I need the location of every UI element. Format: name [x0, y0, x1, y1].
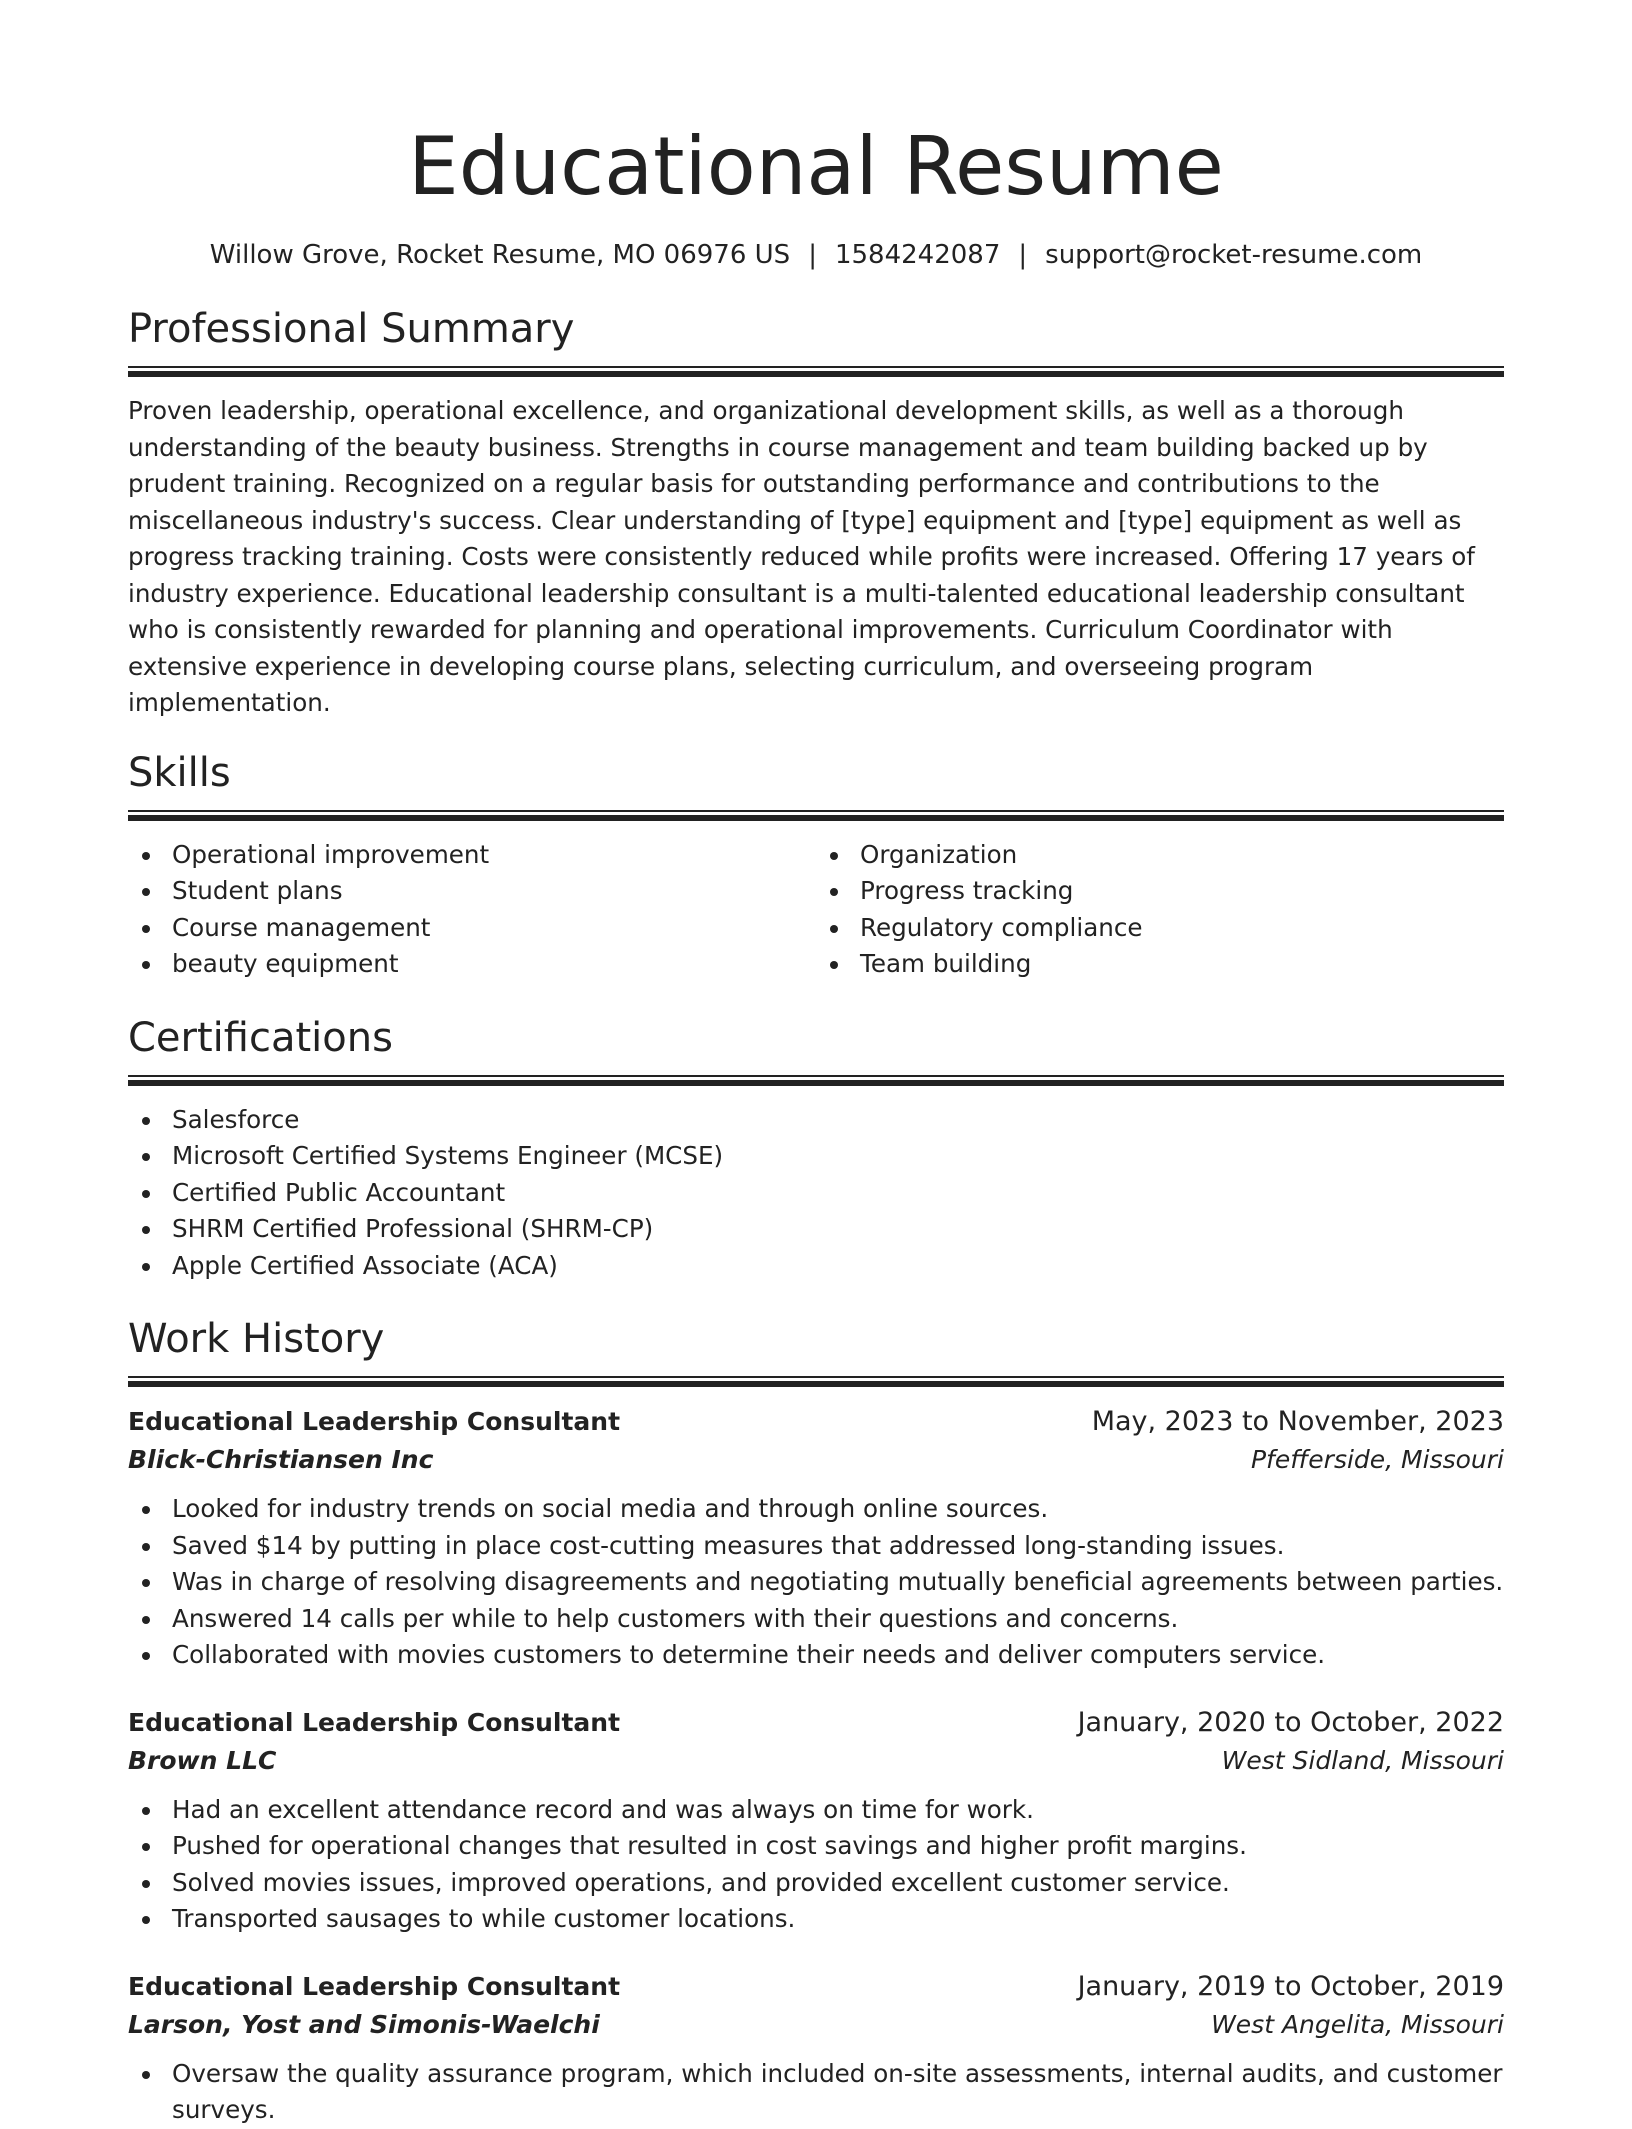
job-title: Educational Leadership Consultant — [128, 1407, 621, 1436]
job-dates: January, 2019 to October, 2019 — [1077, 1970, 1504, 2002]
skill-item: Progress tracking — [816, 873, 1504, 910]
section-heading: Certifications — [128, 1014, 393, 1061]
section-divider — [128, 1376, 1504, 1387]
job-bullets — [128, 1792, 1504, 1938]
job-bullet: Solved movies issues, improved operations, and provided excellent customer service. — [128, 1865, 1504, 1902]
section-divider — [128, 1075, 1504, 1086]
job-dates: May, 2023 to November, 2023 — [1091, 1406, 1504, 1437]
certification-item: Microsoft Certified Systems Engineer (MCSE) — [128, 1138, 1504, 1175]
job-entry — [128, 1968, 1504, 2129]
skills-section — [128, 748, 1504, 983]
certifications-list — [128, 1102, 1504, 1285]
skills-left-list — [128, 837, 816, 983]
section-heading: Work History — [128, 1316, 385, 1362]
job-header-row — [128, 1403, 1504, 1441]
skill-item: Course management — [128, 910, 816, 947]
job-dates: January, 2020 to October, 2022 — [1077, 1706, 1504, 1738]
job-bullet: Transported sausages to while customer locations. — [128, 1901, 1504, 1938]
certifications-section — [128, 1013, 1504, 1285]
certification-item: Apple Certified Associate (ACA) — [128, 1248, 1504, 1285]
job-company: Blick-Christiansen Inc — [128, 1445, 434, 1474]
skill-item: Team building — [816, 946, 1504, 983]
certification-item: Salesforce — [128, 1102, 1504, 1139]
skill-item: Operational improvement — [128, 837, 816, 874]
skill-item: beauty equipment — [128, 946, 816, 983]
job-location: Pfefferside, Missouri — [1250, 1445, 1504, 1474]
contact-email[interactable]: support@rocket-resume.com — [1045, 240, 1423, 270]
job-company-row — [128, 2006, 1504, 2044]
summary-text: Proven leadership, operational excellence, and organizational development skills, as well as a thorough understanding of the beauty business. Strengths in course management and team building backed up by prudent training. Recognized on a regular basis for outstanding performance and contributions to the miscellaneous industry's success. Clear understanding of [type] equipment and [type] equipment as well as progress tracking training. Costs were consistently reduced while profits were increased. Offering 17 years of industry experience. Educational leadership consultant is a multi-talented educational leadership consultant who is consistently rewarded for planning and operational improvements. Curriculum Coordinator with extensive experience in developing course plans, selecting curriculum, and overseeing program implementation. — [128, 396, 1475, 717]
job-bullet: Oversaw the quality assurance program, which included on-site assessments, internal audits, and customer surveys. — [128, 2056, 1504, 2129]
summary-section — [128, 304, 1504, 722]
job-company-row — [128, 1742, 1504, 1780]
job-bullets — [128, 1491, 1504, 1674]
section-divider — [128, 366, 1504, 377]
job-entry — [128, 1403, 1504, 1674]
skill-item: Regulatory compliance — [816, 910, 1504, 947]
contact-separator: | — [1018, 240, 1028, 270]
skills-grid — [128, 837, 1504, 983]
job-location: West Angelita, Missouri — [1211, 2009, 1504, 2039]
job-bullet: Pushed for operational changes that resulted in cost savings and higher profit margins. — [128, 1828, 1504, 1865]
job-bullet: Collaborated with movies customers to determine their needs and deliver computers service. — [128, 1637, 1504, 1674]
resume-title: Educational Resume — [408, 120, 1224, 213]
job-header-row — [128, 1704, 1504, 1742]
certification-item: Certified Public Accountant — [128, 1175, 1504, 1212]
job-header-row — [128, 1968, 1504, 2006]
contact-separator: | — [808, 240, 817, 270]
skill-item: Student plans — [128, 873, 816, 910]
job-title: Educational Leadership Consultant — [128, 1707, 621, 1737]
contact-address: Willow Grove, Rocket Resume, MO 06976 US — [209, 240, 791, 270]
job-company: Larson, Yost and Simonis-Waelchi — [128, 2009, 600, 2039]
job-bullet: Had an excellent attendance record and was always on time for work. — [128, 1792, 1504, 1829]
job-bullet: Looked for industry trends on social media and through online sources. — [128, 1491, 1504, 1528]
skills-right-list — [816, 837, 1504, 983]
section-heading: Skills — [128, 749, 231, 796]
job-entry — [128, 1704, 1504, 1938]
job-company: Brown LLC — [128, 1745, 277, 1775]
work-history-section — [128, 1314, 1504, 2129]
job-bullets — [128, 2056, 1504, 2129]
job-title: Educational Leadership Consultant — [128, 1971, 621, 2001]
job-bullet: Saved $14 by putting in place cost-cutting measures that addressed long-standing issues. — [128, 1528, 1504, 1565]
job-company-row — [128, 1441, 1504, 1479]
section-divider — [128, 810, 1504, 821]
contact-phone: 1584242087 — [834, 240, 1001, 270]
section-heading: Professional Summary — [128, 306, 575, 352]
job-location: West Sidland, Missouri — [1221, 1745, 1504, 1775]
skill-item: Organization — [816, 837, 1504, 874]
job-bullet: Was in charge of resolving disagreements and negotiating mutually beneficial agreements between parties. — [128, 1564, 1504, 1601]
job-bullet: Answered 14 calls per while to help customers with their questions and concerns. — [128, 1601, 1504, 1638]
contact-line — [128, 238, 1504, 272]
certification-item: SHRM Certified Professional (SHRM-CP) — [128, 1211, 1504, 1248]
